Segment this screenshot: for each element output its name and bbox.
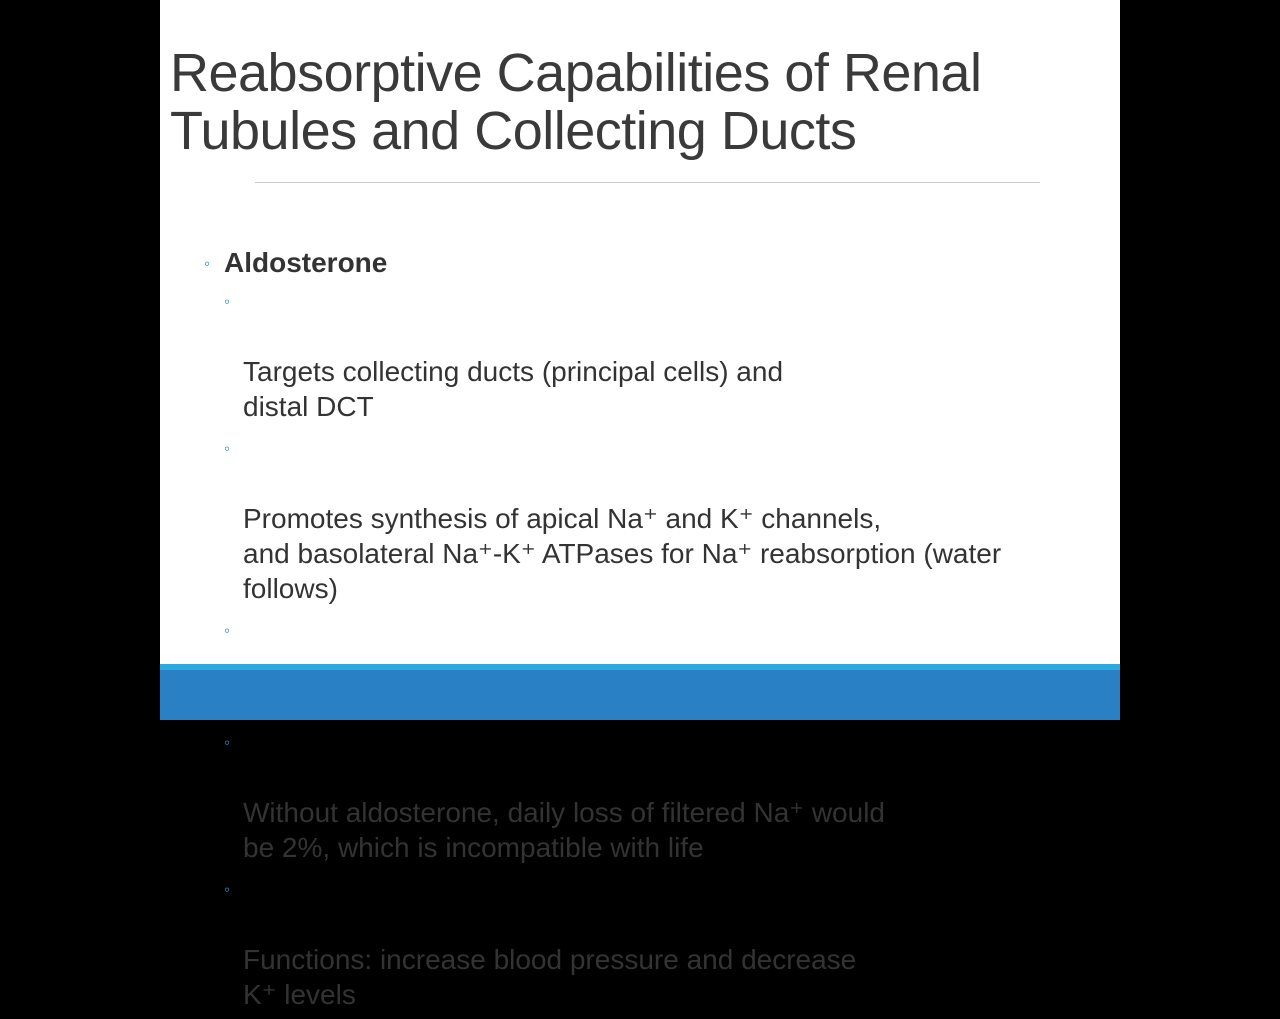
bullet-heading-text: Aldosterone xyxy=(224,247,388,278)
slide-title-line-1: Reabsorptive Capabilities of Renal xyxy=(170,43,982,103)
title-divider xyxy=(255,182,1040,183)
sub-bullet-text: Targets collecting ducts (principal cells) and distal DCT xyxy=(243,356,784,422)
footer-band-highlight xyxy=(160,664,1120,670)
bullet-heading xyxy=(204,244,1104,282)
sub-bullet xyxy=(224,284,1104,424)
slide-title-line-2: Tubules and Collecting Ducts xyxy=(170,101,857,161)
sub-bullet xyxy=(224,431,1104,606)
bullet-circle-icon: ◦ xyxy=(224,439,231,458)
bullet-circle-icon: ◦ xyxy=(224,880,231,899)
sub-bullet-text: Without aldosterone, daily loss of filtered Na⁺ would be 2%, which is incompatible with life xyxy=(243,797,885,863)
slide-title xyxy=(170,44,1100,160)
slide-body xyxy=(204,244,1104,1019)
sub-bullet-text: Promotes synthesis of apical Na⁺ and K⁺ channels, and basolateral Na⁺-K⁺ ATPases for Na⁺ reabsorption (water follows) xyxy=(243,503,1002,604)
sub-bullet-text: Functions: increase blood pressure and decrease K⁺ levels xyxy=(243,944,857,1010)
bullet-circle-icon: ◦ xyxy=(224,621,231,640)
slide xyxy=(160,0,1120,1010)
bullet-circle-icon: ◦ xyxy=(204,254,211,273)
bullet-circle-icon: ◦ xyxy=(224,292,231,311)
bullet-circle-icon: ◦ xyxy=(224,733,231,752)
footer-band xyxy=(160,664,1120,720)
sub-bullet xyxy=(224,872,1104,1012)
sub-bullet xyxy=(224,725,1104,865)
